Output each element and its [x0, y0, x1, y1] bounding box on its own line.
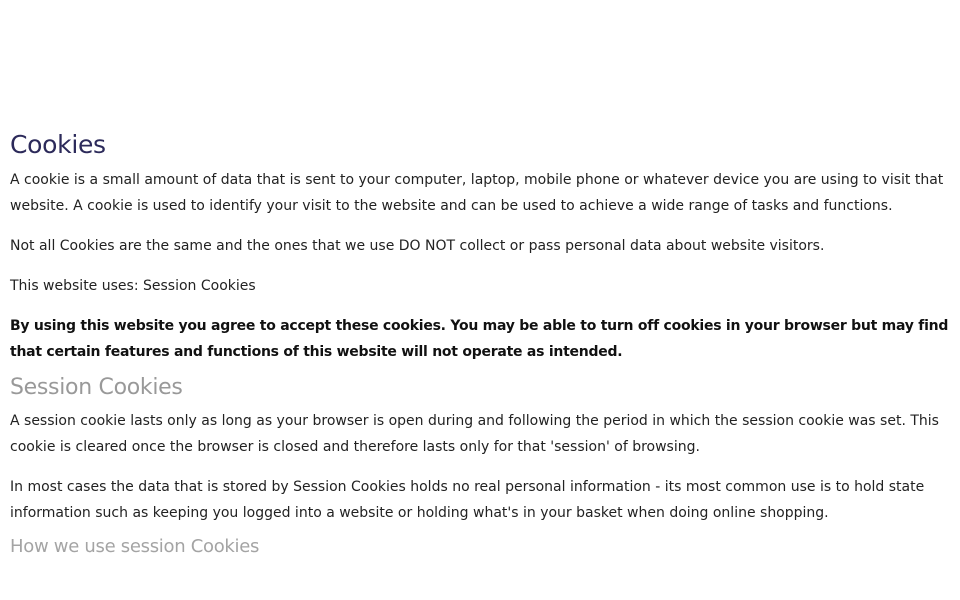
- consent-notice: By using this website you agree to accept these cookies. You may be able to turn off cookies in your browser but may find that certain features and functions of this website will not operate as intended.: [10, 318, 949, 360]
- session-paragraph-data-stored: In most cases the data that is stored by Session Cookies holds no real personal information - its most common use is to hold state information such as keeping you logged into a website or holding what's in your basket when doing online shopping.: [10, 479, 925, 521]
- section-heading-session-cookies: Session Cookies: [10, 375, 183, 400]
- intro-paragraph-cookies-used: This website uses: Session Cookies: [10, 278, 256, 294]
- subheading-how-we-use-session-cookies: How we use session Cookies: [10, 536, 260, 557]
- intro-paragraph-cookie-definition: A cookie is a small amount of data that is sent to your computer, laptop, mobile phone or whatever device you are using to visit that website. A cookie is used to identify your visit to the website and can be used to achieve a wide range of tasks and functions.: [10, 172, 944, 214]
- intro-paragraph-no-personal-data: Not all Cookies are the same and the ones that we use DO NOT collect or pass personal data about website visitors.: [10, 238, 825, 254]
- session-paragraph-lifetime: A session cookie lasts only as long as your browser is open during and following the period in which the session cookie was set. This cookie is cleared once the browser is closed and therefore lasts only for that 'session' of browsing.: [10, 413, 939, 455]
- page-title: Cookies: [10, 130, 106, 159]
- main-content: [10, 124, 950, 560]
